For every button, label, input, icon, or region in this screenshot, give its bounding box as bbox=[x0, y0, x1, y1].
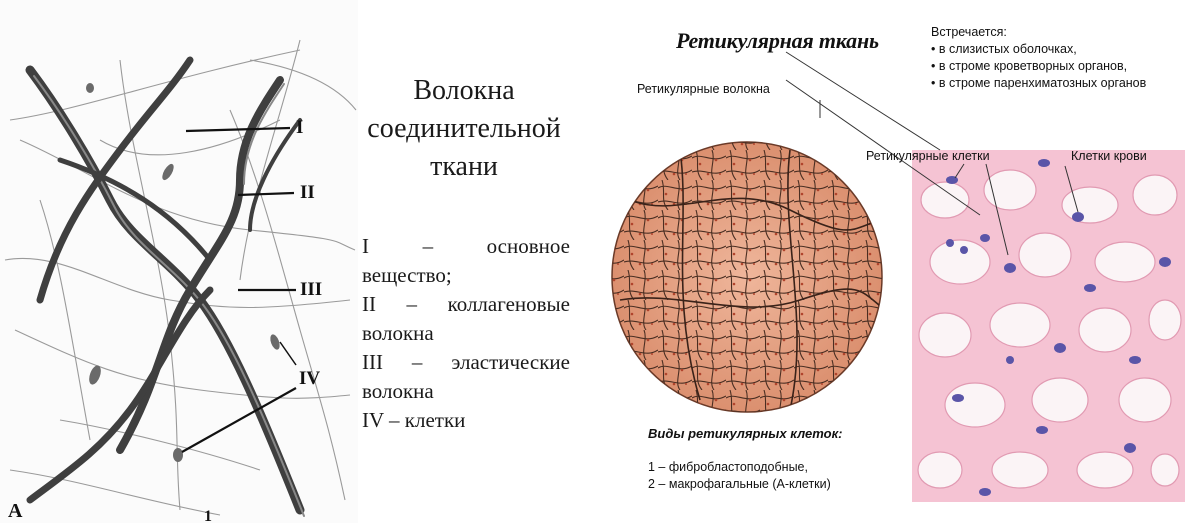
connective-tissue-figure bbox=[0, 0, 358, 523]
occurrence-item: • в строме кроветворных органов, bbox=[931, 59, 1128, 73]
legend-item-1-cont: вещество; bbox=[362, 263, 452, 287]
slide-title bbox=[358, 72, 570, 186]
cell-type-item: 2 – макрофагальные (А-клетки) bbox=[648, 477, 831, 491]
title-line-1: Волокна bbox=[413, 75, 515, 106]
figure-letter: A bbox=[8, 500, 23, 522]
figure-bottom-mark: 1 bbox=[204, 508, 212, 525]
legend-item-1: I – основное bbox=[362, 234, 570, 258]
legend-item-3-cont: волокна bbox=[362, 379, 434, 403]
title-line-2: соединительной bbox=[367, 113, 561, 144]
legend-item-2-cont: волокна bbox=[362, 321, 434, 345]
marker-iii: III bbox=[300, 279, 323, 300]
title-line-3: ткани bbox=[430, 151, 498, 182]
marker-ii: II bbox=[300, 182, 315, 203]
blood-cells-label: Клетки крови bbox=[1071, 149, 1147, 163]
reticular-cells-label: Ретикулярные клетки bbox=[866, 149, 990, 163]
cell-types-title: Виды ретикулярных клеток: bbox=[648, 426, 843, 441]
connective-tissue-drawing bbox=[0, 0, 358, 523]
marker-i: I bbox=[296, 117, 304, 138]
cell-types-block bbox=[648, 425, 908, 493]
marker-iv: IV bbox=[299, 368, 321, 389]
legend-item-4: IV – клетки bbox=[362, 408, 466, 432]
cell-type-item: 1 – фибробластоподобные, bbox=[648, 460, 808, 474]
legend-item-3: III – эластические bbox=[362, 350, 570, 374]
occurrence-item: • в слизистых оболочках, bbox=[931, 42, 1077, 56]
occurrence-item: • в строме паренхиматозных органов bbox=[931, 76, 1147, 90]
legend bbox=[362, 232, 570, 435]
reticular-fibers-label: Ретикулярные волокна bbox=[637, 82, 770, 96]
occurrence-title: Встречается: bbox=[931, 25, 1007, 39]
legend-item-2: II – коллагеновые bbox=[362, 292, 570, 316]
occurrence-list bbox=[931, 24, 1181, 92]
reticular-title: Ретикулярная ткань bbox=[676, 28, 879, 53]
